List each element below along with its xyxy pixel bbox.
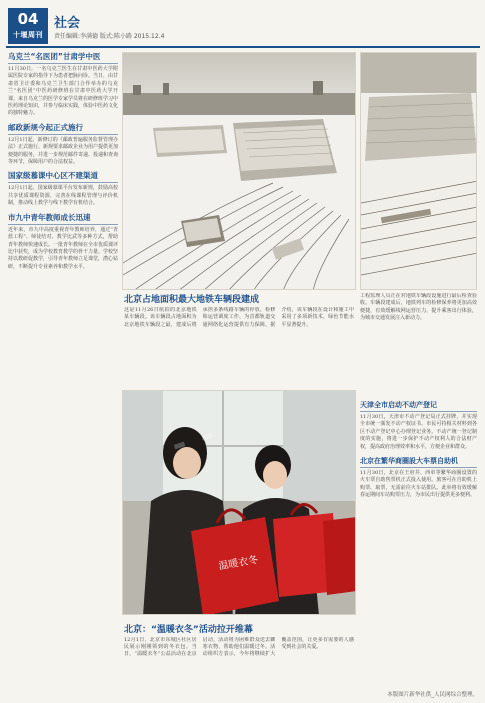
article-title: 天津全市启动不动产登记	[360, 400, 477, 412]
article-title: 国家级慕课中心区不建渠道	[8, 171, 118, 183]
article-title: 市九中青年教师成长迅速	[8, 213, 118, 225]
warm-clothes-event-photo	[122, 390, 356, 615]
right-article-2	[360, 456, 477, 500]
editor-credits: 责任编辑:李满德 版式:陈小路 2015.12.4	[54, 33, 165, 40]
watermark: ⁃ ⁃	[164, 413, 221, 467]
bottom-story-body: 12月1日，北京市东城区社区居民展示刚刚领到的冬衣包。当日，“温暖衣冬”公益活动在北京启动，活动将为困难群众送去御寒衣物，帮助他们温暖过冬。活动组织方表示，今年将继续扩大覆盖范围，让更多有需要的人感受到社会的关爱。	[124, 637, 354, 658]
bag-label: 温暖衣冬	[217, 554, 260, 573]
left-column	[8, 52, 118, 677]
left-article-2	[8, 123, 118, 167]
article-title: 北京在繁华商圈設大车票自助机	[360, 456, 477, 468]
article-body: 12月1日起，国家级慕课平台发布新规，鼓励高校共享优质课程资源，完善在线课程管理与评价机制，推动线上教学与线下教学有机结合。	[8, 185, 118, 207]
masthead-divider	[6, 46, 480, 48]
paper-name: 十堰周刊	[13, 31, 43, 39]
article-body: 11月30日，北京在王府井、西单等繁华商圈设置的火车票自助售票机正式投入使用。旅客可在自助机上购票、取票，无需前往火车站排队。此举将有效缓解春运期间车站购票压力，为市民出行提供更多便利。	[360, 470, 477, 499]
top-story-body: 这是11月26日航拍的北京地铁某车辆段。该车辆段占地面积为北京地铁车辆段之最，建成后将承担多条线路车辆的停放、检修和运营调度工作，为首都轨道交通网络化运营提供有力保障。据介绍，该车辆段在设计和施工中采用了多项新技术，绿色节能水平显著提升。	[124, 307, 354, 328]
left-article-4	[8, 213, 118, 271]
article-body: 12月1日起，新修订的《邮政普遍服务监督管理办法》正式施行。新规要求邮政企业为用户提供更加便捷的服务，并进一步规范邮件寄递、投递和查询等环节，保障用户的合法权益。	[8, 136, 118, 166]
right-top-article-body: 工程监理人员正在对地铁车辆段设施进行最后检查验收。车辆段建成后，地铁列车的检修保养将更加高效便捷，有效缓解线网运营压力，提升乘客出行体验，为城市交通发展注入新动力。	[360, 293, 477, 322]
article-title: 乌克兰“名医团”甘肃学中医	[8, 52, 118, 64]
bottom-photo-caption: 北京：“温暖衣冬”活动拉开维幕	[124, 625, 253, 635]
rail-depot-right-photo	[360, 52, 477, 290]
section-title: 社会	[54, 16, 81, 31]
right-article-1	[360, 400, 477, 451]
top-photo-caption: 北京占地面积最大地铁车辆段建成	[124, 295, 260, 305]
right-lower-column	[360, 400, 477, 675]
article-body: 11月30日，天津市不动产登记局正式挂牌，并实现全市统一颁发不动产权证书。市民可持相关材料到各区不动产登记中心办理登记业务。不动产统一登记制度的实施，将进一步保护不动产权利人的合法财产权，提高政府治理效率和水平，方便企业和群众。	[360, 414, 477, 450]
article-body: 11月30日，一名乌克兰医生在甘肃中医药大学附属医院专家的指导下为患者把脉问诊。当日，由甘肃省卫计委和乌克兰卫生部门合作举办的乌克兰“名医团”中医药研修班在甘肃中医药大学开课。来自乌克兰的医学专家学员将在研修班学习中医药理论知识，并参与临床实践，体验中医药文化的独特魅力。	[8, 66, 118, 117]
masthead	[6, 6, 480, 46]
rail-depot-aerial-photo	[122, 52, 356, 290]
left-article-1	[8, 52, 118, 118]
page-number: 04	[17, 10, 39, 28]
left-article-3	[8, 171, 118, 207]
page-footer: 本版图片新华社供_人民网综合整理。	[387, 692, 478, 698]
article-title: 邮政新规今起正式施行	[8, 123, 118, 135]
page-badge	[8, 8, 48, 44]
article-body: 近年来，市九中高度重视青年教师培养，通过“青蓝工程”、师徒结对、教学比武等多种方式，帮助青年教师快速成长。一批青年教师在全市优质课评比中获奖，成为学校教育教学的骨干力量。学校坚持以教研促教学，引导青年教师立足课堂，潜心钻研，不断提升专业素养和教学水平。	[8, 226, 118, 270]
